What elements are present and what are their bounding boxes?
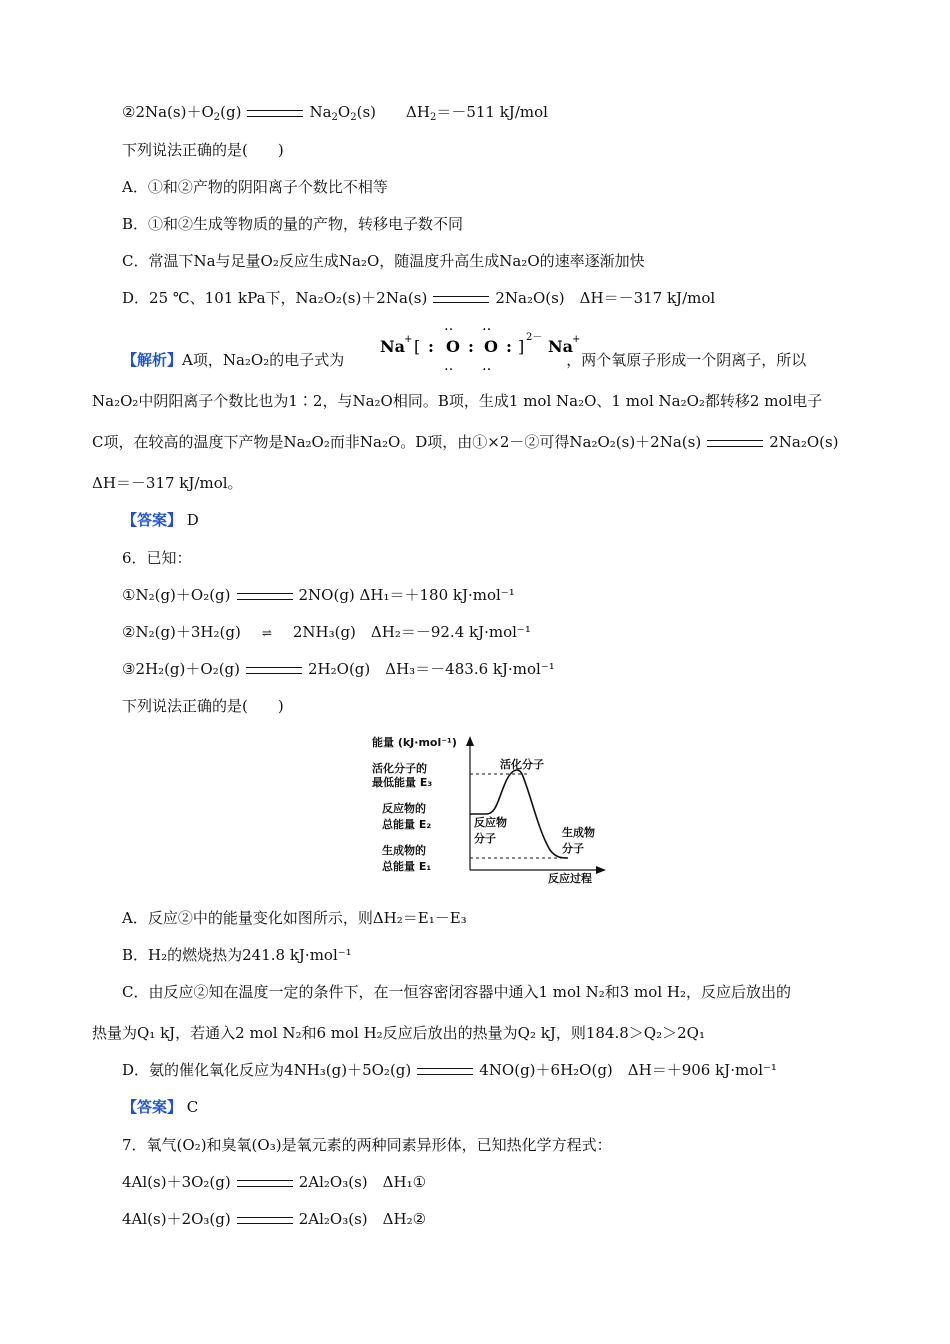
question-prompt: 下列说法正确的是( ) xyxy=(122,141,284,159)
answer-tag: 【答案】 xyxy=(122,1098,183,1116)
eq-text: ②N₂(g)＋3H₂(g) xyxy=(122,623,241,641)
option-b: B．H₂的燃烧热为241.8 kJ·mol⁻¹ xyxy=(122,946,352,964)
energy-diagram xyxy=(368,730,608,890)
equal-sign-icon xyxy=(237,1180,293,1187)
eq-text: 4NO(g)＋6H₂O(g) ΔH＝＋906 kJ·mol⁻¹ xyxy=(479,1061,777,1079)
eq-text: 4Al(s)＋2O₃(g) xyxy=(122,1210,231,1228)
analysis-line: ΔH＝－317 kJ/mol。 xyxy=(92,474,243,492)
lewis-dots: ‥ xyxy=(482,318,492,334)
e3-label: 最低能量 E₃ xyxy=(372,776,433,789)
peak-label: 活化分子 xyxy=(500,758,544,771)
equal-sign-icon xyxy=(707,440,763,447)
answer-line xyxy=(122,1097,198,1117)
reactant-label: 反应物 xyxy=(474,816,507,829)
lewis-plus: + xyxy=(404,334,413,345)
eq-text: ΔH xyxy=(406,103,430,121)
equation-line: $②2Na(s)+O_2(g)$ $Na_2O_2(s)$ $\Delta H_2=-511$ kJ/mol xyxy=(122,103,548,123)
equal-sign-icon xyxy=(433,296,489,303)
eq-text: 2NH₃(g) ΔH₂＝－92.4 kJ·mol⁻¹ xyxy=(292,623,531,641)
lewis-o: O xyxy=(484,337,498,356)
equation-line xyxy=(122,622,531,642)
equation-line xyxy=(122,1172,426,1192)
analysis-line xyxy=(122,350,806,370)
analysis-text: 2Na₂O(s) xyxy=(769,433,839,451)
lewis-plus: + xyxy=(572,334,581,345)
e2-label: 反应物的 xyxy=(382,802,426,815)
e1-label: 总能量 E₁ xyxy=(382,860,432,873)
e1-label: 生成物的 xyxy=(382,844,426,857)
e2-label: 总能量 E₂ xyxy=(382,818,432,831)
eq-text: 4Al(s)＋3O₂(g) xyxy=(122,1173,231,1191)
lewis-colon: : xyxy=(428,337,434,356)
equal-sign-icon xyxy=(246,667,302,674)
e3-label: 活化分子的 xyxy=(372,762,427,775)
lewis-na: Na xyxy=(380,337,405,356)
eq-text: 2Na₂O(s) ΔH＝－317 kJ/mol xyxy=(495,289,716,307)
reactant-label: 分子 xyxy=(474,832,496,845)
answer-value: C xyxy=(186,1098,199,1116)
equation-line xyxy=(122,585,515,605)
equal-sign-icon xyxy=(417,1068,473,1075)
equation-line xyxy=(122,659,555,679)
eq-text: ①N₂(g)＋O₂(g) xyxy=(122,586,231,604)
lewis-colon: : xyxy=(468,337,474,356)
lewis-o: O xyxy=(446,337,460,356)
option-c: C．由反应②知在温度一定的条件下，在一恒容密闭容器中通入1 mol N₂和3 mol H₂，反应后放出的 xyxy=(122,983,791,1001)
analysis-line xyxy=(92,432,839,452)
lewis-dots: ‥ xyxy=(444,358,454,374)
answer-tag: 【答案】 xyxy=(122,511,183,529)
answer-value: D xyxy=(186,511,199,529)
eq-text: Na xyxy=(309,103,332,121)
lewis-dots: ‥ xyxy=(482,358,492,374)
analysis-tag: 【解析】 xyxy=(122,351,183,369)
equation-line xyxy=(122,1209,426,1229)
eq-text: D．25 ℃、101 kPa下，Na₂O₂(s)＋2Na(s) xyxy=(122,289,428,307)
eq-text: 2NO(g) ΔH₁＝＋180 kJ·mol⁻¹ xyxy=(298,586,515,604)
eq-text: 2H₂O(g) ΔH₃＝－483.6 kJ·mol⁻¹ xyxy=(308,660,555,678)
lewis-na: Na xyxy=(548,337,573,356)
lewis-colon: : xyxy=(506,337,512,356)
eq-text: (g) xyxy=(220,103,242,121)
question-title: 6．已知： xyxy=(122,549,192,567)
product-label: 分子 xyxy=(562,842,584,855)
lewis-bracket: ] xyxy=(518,337,525,356)
eq-text: ③2H₂(g)＋O₂(g) xyxy=(122,660,241,678)
reversible-arrow-icon: ⇌ xyxy=(261,625,272,640)
x-arrow-icon xyxy=(596,866,606,874)
option-a: A．反应②中的能量变化如图所示，则ΔH₂＝E₁－E₃ xyxy=(122,909,467,927)
option-a: A．①和②产物的阴阳离子个数比不相等 xyxy=(122,178,388,196)
analysis-line: Na₂O₂中阴阳离子个数比也为1∶2，与Na₂O相同。B项，生成1 mol Na₂O、1 mol Na₂O₂都转移2 mol电子 xyxy=(92,392,823,410)
product-label: 生成物 xyxy=(562,826,595,839)
eq-text: ＝－511 kJ/mol xyxy=(436,103,548,121)
option-c: C．常温下Na与足量O₂反应生成Na₂O，随温度升高生成Na₂O的速率逐渐加快 xyxy=(122,252,645,270)
eq-text: 2Al₂O₃(s) ΔH₂② xyxy=(298,1210,427,1228)
lewis-charge: 2－ xyxy=(526,332,543,343)
question-title: 7．氧气(O₂)和臭氧(O₃)是氧元素的两种同素异形体，已知热化学方程式： xyxy=(122,1136,612,1154)
lewis-dots: ‥ xyxy=(444,318,454,334)
eq-text: (s) xyxy=(356,103,376,121)
question-prompt: 下列说法正确的是( ) xyxy=(122,697,284,715)
answer-line xyxy=(122,510,199,530)
x-axis-label: 反应过程 xyxy=(548,872,592,885)
eq-text: O xyxy=(337,103,351,121)
eq-text: ②2Na(s)＋O xyxy=(122,103,214,121)
analysis-text: C项，在较高的温度下产物是Na₂O₂而非Na₂O。D项，由①×2－②可得Na₂O₂(s)＋2Na(s) xyxy=(92,433,702,451)
equal-sign-icon xyxy=(247,110,303,117)
eq-text: 2Al₂O₃(s) ΔH₁① xyxy=(298,1173,427,1191)
option-c: 热量为Q₁ kJ，若通入2 mol N₂和6 mol H₂反应后放出的热量为Q₂ kJ，则184.8＞Q₂＞2Q₁ xyxy=(92,1024,705,1042)
y-arrow-icon xyxy=(466,736,474,746)
lewis-bracket: [ xyxy=(414,337,421,356)
option-d xyxy=(122,288,715,308)
analysis-text: ，两个氧原子形成一个阴离子，所以 xyxy=(566,351,807,369)
option-d xyxy=(122,1060,777,1080)
y-axis-label: 能量 (kJ·mol⁻¹) xyxy=(372,736,457,749)
equal-sign-icon xyxy=(237,1217,293,1224)
eq-sub: 2 xyxy=(429,112,437,123)
eq-text: D．氨的催化氧化反应为4NH₃(g)＋5O₂(g) xyxy=(122,1061,412,1079)
equal-sign-icon xyxy=(237,593,293,600)
option-b: B．①和②生成等物质的量的产物，转移电子数不同 xyxy=(122,215,464,233)
analysis-text: A项，Na₂O₂的电子式为 xyxy=(182,351,345,369)
